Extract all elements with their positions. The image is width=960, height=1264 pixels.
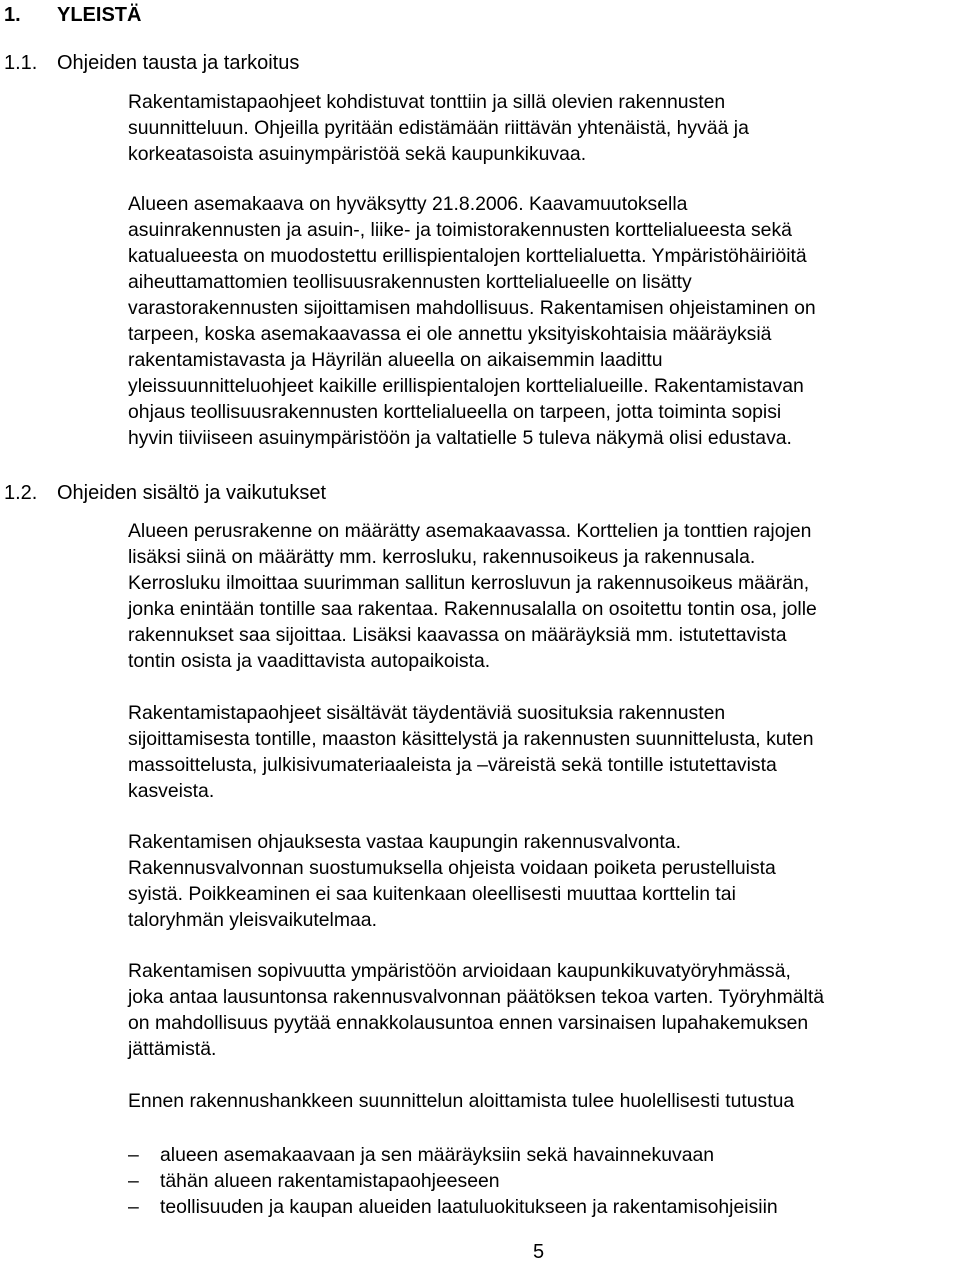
text-line: kasveista. [128,780,215,802]
paragraph-tausta-2 [128,191,960,451]
paragraph-sisalto-4 [128,958,960,1062]
paragraph-sisalto-1 [128,518,960,674]
paragraph-sisalto-3 [128,829,960,933]
text-line: rakennukset saa sijoittaa. Lisäksi kaavassa on määräyksiä mm. istutettavista [128,624,787,646]
text-line: tarpeen, koska asemakaavassa ei ole annettu yksityiskohtaisia määräyksiä [128,323,772,345]
text-line: Rakentamisen ohjauksesta vastaa kaupungin rakennusvalvonta. [128,831,681,853]
text-line: syistä. Poikkeaminen ei saa kuitenkaan oleellisesti muuttaa korttelin tai [128,883,736,905]
text-line: tontin osista ja vaadittavista autopaikoista. [128,650,491,672]
dash-bullet-icon: – [128,1170,139,1192]
text-line: korkeatasoista asuinympäristöä sekä kaupunkikuvaa. [128,143,587,165]
section-heading-1-1 [4,50,299,76]
dash-bullet-icon: – [128,1196,139,1218]
section-title: Ohjeiden tausta ja tarkoitus [57,52,300,74]
section-number: 1.2. [4,482,38,504]
section-title: YLEISTÄ [57,4,142,26]
section-heading-1-2 [4,480,326,506]
list-item-text: tähän alueen rakentamistapaohjeeseen [160,1170,500,1192]
section-number: 1. [4,4,21,26]
section-number: 1.1. [4,52,38,74]
list-item [128,1168,778,1194]
list-item-text: teollisuuden ja kaupan alueiden laatuluokitukseen ja rakentamisohjeisiin [160,1196,778,1218]
section-heading-1 [4,2,141,28]
text-line: Rakennusvalvonnan suostumuksella ohjeista voidaan poiketa perustelluista [128,857,776,879]
section-title: Ohjeiden sisältö ja vaikutukset [57,482,327,504]
text-line: Rakentamisen sopivuutta ympäristöön arvioidaan kaupunkikuvatyöryhmässä, [128,960,791,982]
text-line: joka antaa lausuntonsa rakennusvalvonnan päätöksen tekoa varten. Työryhmältä [128,986,825,1008]
text-line: Ennen rakennushankkeen suunnittelun aloittamista tulee huolellisesti tutustua [128,1090,795,1112]
text-line: varastorakennusten sijoittamisen mahdollisuus. Rakentamisen ohjeistaminen on [128,297,816,319]
bullet-list [128,1142,778,1220]
dash-bullet-icon: – [128,1144,139,1166]
text-line: Alueen perusrakenne on määrätty asemakaavassa. Korttelien ja tonttien rajojen [128,520,812,542]
text-line: rakentamistavasta ja Häyrilän alueella on aikaisemmin laadittu [128,349,663,371]
text-line: lisäksi siinä on määrätty mm. kerrosluku, rakennusoikeus ja rakennusala. [128,546,756,568]
list-item [128,1194,778,1220]
text-line: sijoittamisesta tontille, maaston käsittelystä ja rakennusten suunnittelusta, kuten [128,728,814,750]
text-line: yleissuunnitteluohjeet kaikille erillispientalojen korttelialueille. Rakentamistavan [128,375,804,397]
text-line: on mahdollisuus pyytää ennakkolausuntoa ennen varsinaisen lupahakemuksen [128,1012,809,1034]
text-line: Rakentamistapaohjeet kohdistuvat tonttiin ja sillä olevien rakennusten [128,91,726,113]
paragraph-sisalto-2 [128,700,960,804]
text-line: hyvin tiiviiseen asuinympäristöön ja valtatielle 5 tuleva näkymä olisi edustava. [128,427,792,449]
text-line: suunnitteluun. Ohjeilla pyritään edistämään riittävän yhtenäistä, hyvää ja [128,117,749,139]
text-line: Rakentamistapaohjeet sisältävät täydentäviä suosituksia rakennusten [128,702,726,724]
page-number: 5 [533,1241,545,1263]
text-line: asuinrakennusten ja asuin-, liike- ja toimistorakennusten korttelialueesta sekä [128,219,792,241]
paragraph-tausta-1 [128,89,960,167]
list-item [128,1142,778,1168]
text-line: jättämistä. [128,1038,217,1060]
list-item-text: alueen asemakaavaan ja sen määräyksiin sekä havainnekuvaan [160,1144,715,1166]
text-line: ohjaus teollisuusrakennusten korttelialueella on tarpeen, jotta toiminta sopisi [128,401,782,423]
text-line: taloryhmän yleisvaikutelmaa. [128,909,377,931]
paragraph-sisalto-5 [128,1088,960,1114]
text-line: jonka enintään tontille saa rakentaa. Rakennusalalla on osoitettu tontin osa, jolle [128,598,817,620]
text-line: aiheuttamattomien teollisuusrakennusten korttelialueelle on lisätty [128,271,692,293]
text-line: Alueen asemakaava on hyväksytty 21.8.2006. Kaavamuutoksella [128,193,688,215]
text-line: katualueesta on muodostettu erillispientalojen korttelialuetta. Ympäristöhäiriöitä [128,245,807,267]
text-line: massoittelusta, julkisivumateriaaleista ja –väreistä sekä tontille istutettavista [128,754,777,776]
text-line: Kerrosluku ilmoittaa suurimman sallitun kerrosluvun ja rakennusoikeus määrän, [128,572,810,594]
